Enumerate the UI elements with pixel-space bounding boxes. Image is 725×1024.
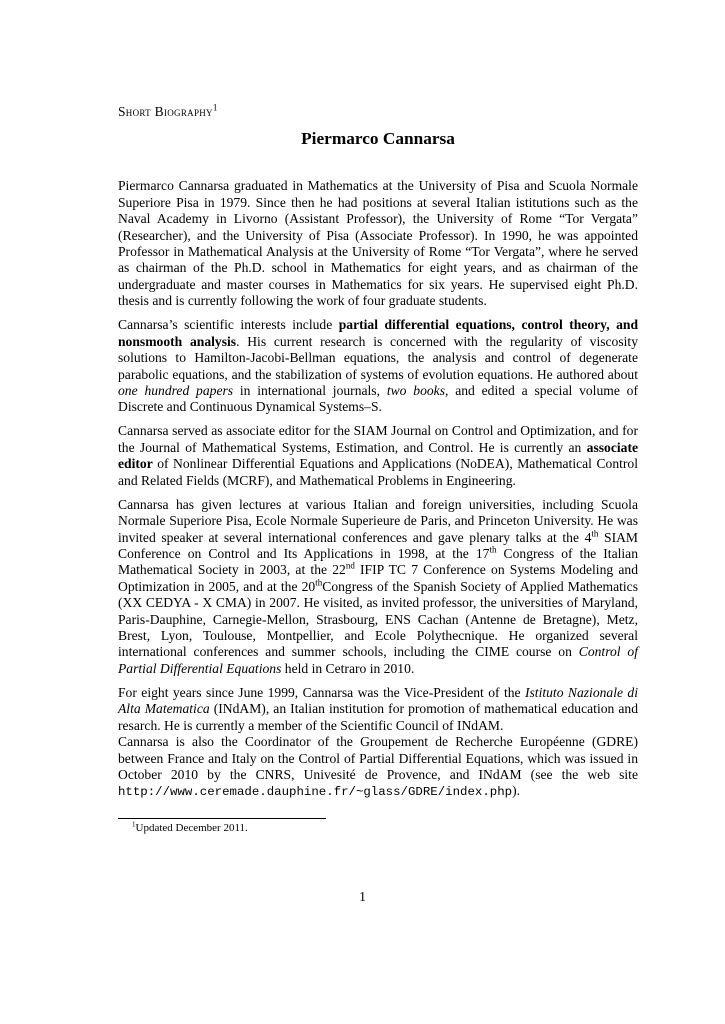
text-run: held in Cetraro in 2010. <box>281 660 415 676</box>
text-run: in international journals, <box>233 382 387 398</box>
text-run: For eight years since June 1999, Cannarsa was the Vice-President of the <box>118 684 525 700</box>
footnote-marker: 1 <box>212 102 218 113</box>
author-name: Piermarco Cannarsa <box>301 129 455 149</box>
footnote-divider <box>118 818 326 819</box>
footnote-mark: 1 <box>132 820 136 829</box>
paragraph-lectures <box>118 497 638 677</box>
text-run: (INdAM), an Italian institution for promotion of mathematical education and resarch. He is currently a member of the Scientific Council of INdAM. <box>118 701 639 733</box>
footnote-text: Updated December 2011. <box>135 822 248 834</box>
bold-text: partial differential equations, control theory, and nonsmooth analysis <box>118 317 639 349</box>
web-link[interactable]: http://www.ceremade.dauphine.fr/~glass/GDRE/index.php <box>118 785 513 800</box>
text-run: . His current research is concerned with the regularity of viscosity solutions to Hamilton-Jacobi-Bellman equations, the analysis and control of degenerate parabolic equations, and the stabilization of systems of evolution equations. He authored about <box>118 333 638 382</box>
bold-text: associate editor <box>118 439 638 472</box>
text-run: IFIP TC 7 Conference on Systems Modeling and Optimization in 2005, and at the 20 <box>118 562 638 594</box>
page-number: 1 <box>359 889 366 904</box>
paragraph-gdre <box>118 734 638 801</box>
document-body <box>118 104 638 801</box>
italic-text: two books <box>386 382 445 398</box>
text-run: Cannarsa’s scientific interests include <box>118 317 339 333</box>
ordinal-suffix: th <box>315 577 323 588</box>
text-run: ). <box>512 783 521 799</box>
section-label <box>118 104 638 120</box>
italic-text: Control of Partial Differential Equations <box>118 644 638 676</box>
footnote <box>132 822 248 834</box>
text-run: , and edited a special volume of Discrete and Continuous Dynamical Systems–S. <box>118 382 638 415</box>
ordinal-suffix: th <box>489 544 497 555</box>
text-run: of Nonlinear Differential Equations and Applications (NoDEA), Mathematical Control and Related Fields (MCRF), and Mathematical Problems in Engineering. <box>118 456 638 488</box>
italic-text: Istituto Nazionale di Alta Matematica <box>118 684 638 717</box>
text-run: SIAM Conference on Control and Its Applications in 1998, at the 17 <box>118 529 639 561</box>
ordinal-suffix: nd <box>345 560 355 571</box>
section-label-text: Short Biography <box>118 104 213 119</box>
paragraph-education: Piermarco Cannarsa graduated in Mathematics at the University of Pisa and Scuola Normale Superiore Pisa in 1979. Since then he had positions at several Italian istitutions such as the Naval Academy in Livorno (Assistant Professor), the University of Rome “Tor Vergata” (Researcher), and the University of Pisa (Associate Professor). In 1990, he was appointed Professor in Mathematical Analysis at the University of Rome “Tor Vergata”, where he served as chairman of the Ph.D. school in Mathematics for eight years, and as chairman of the undergraduate and master courses in Mathematics for six years. He supervised eight Ph.D. thesis and is currently following the work of four graduate students. <box>118 178 638 309</box>
text-run: Cannarsa served as associate editor for the SIAM Journal on Control and Optimization, and for the Journal of Mathematical Systems, Estimation, and Control. He is currently an <box>118 423 638 455</box>
text-run: Cannarsa is also the Coordinator of the Groupement de Recherche Européenne (GDRE) between France and Italy on the Control of Partial Differential Equations, which was issued in October 2010 by the CNRS, Univesité de Provence, and INdAM (see the web site <box>118 734 638 782</box>
text-run: Cannarsa has given lectures at various Italian and foreign universities, including Scuola Normale Superiore Pisa, Ecole Normale Superieure de Paris, and Princeton University. He was invited speaker at several international conferences and gave plenary talks at the 4 <box>118 496 638 545</box>
ordinal-suffix: th <box>591 528 599 539</box>
italic-text: one hundred papers <box>118 382 234 398</box>
text-run: Congress of the Spanish Society of Applied Mathematics (XX CEDYA - X CMA) in 2007. He visited, as invited professor, the universities of Maryland, Paris-Dauphine, Carnegie-Mellon, Strasbourg, ENS Cachan (Antenne de Bretagne), Metz, Brest, Lyon, Toulouse, Montpellier, and Ecole Polythecnique. He organized several international conferences and summer schools, including the CIME course on <box>118 578 638 660</box>
paragraph-research <box>118 317 638 415</box>
paragraph-editorial <box>118 423 638 489</box>
paragraph-indam <box>118 685 638 734</box>
text-run: Congress of the Italian Mathematical Society in 2003, at the 22 <box>118 546 638 578</box>
